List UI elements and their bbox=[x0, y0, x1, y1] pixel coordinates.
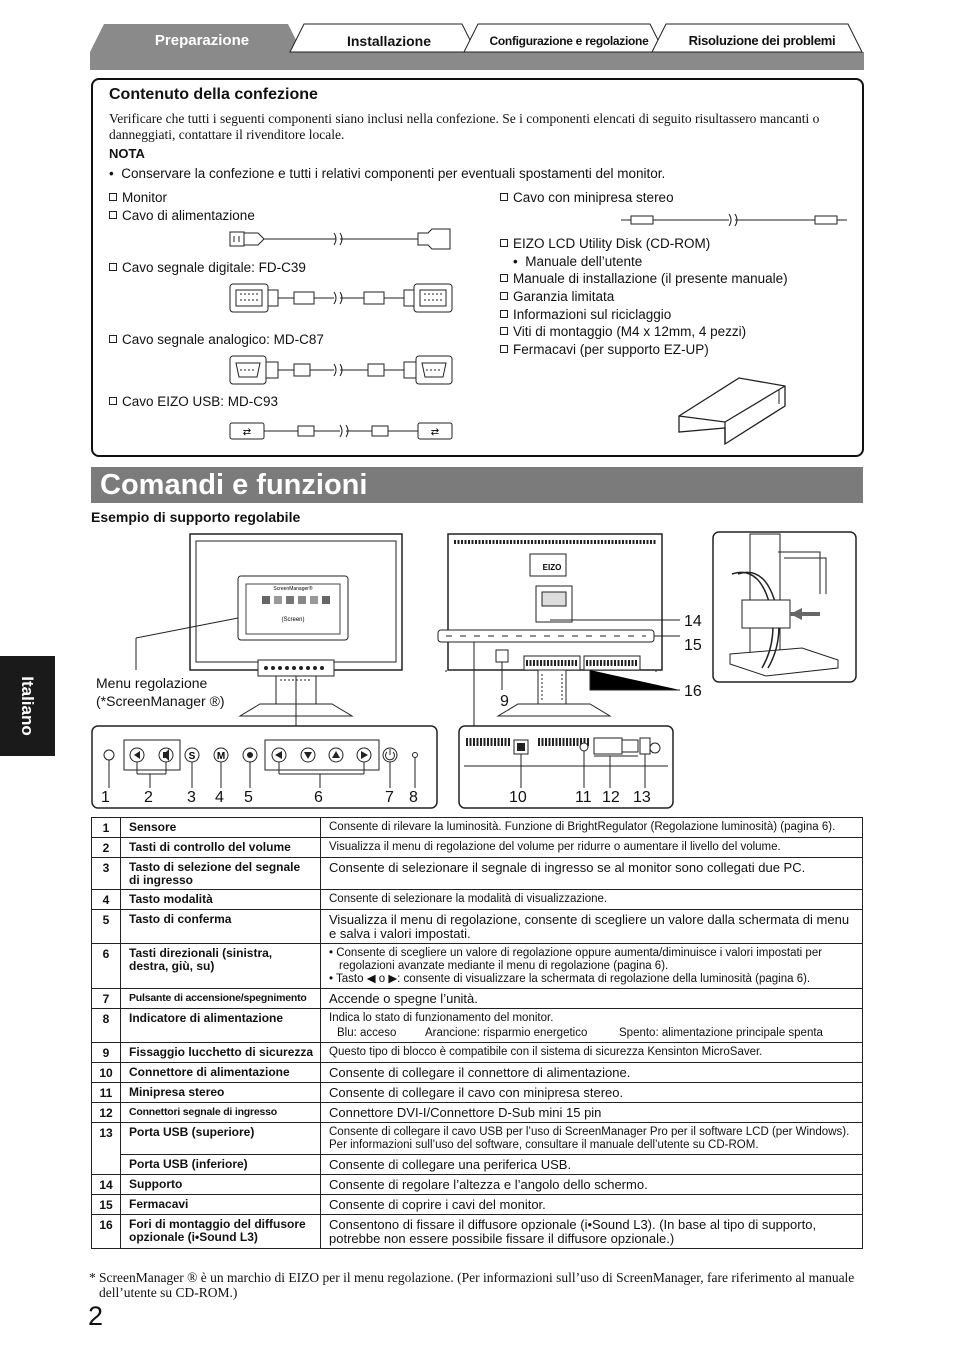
item-label: Cavo EIZO USB: MD-C93 bbox=[122, 394, 279, 409]
feature-description bbox=[321, 818, 863, 838]
cable-holder-inset bbox=[713, 532, 856, 682]
description-text: Visualizza il menu di regolazione del volume per ridurre o aumentare il livello del volume. bbox=[329, 841, 781, 853]
tab-bar bbox=[90, 22, 864, 70]
checkbox-icon bbox=[109, 211, 117, 219]
table-row bbox=[92, 858, 863, 890]
feature-number: 5 bbox=[92, 910, 121, 944]
feature-name: Tasti direzionali (sinistra, destra, giù, su) bbox=[121, 944, 321, 989]
description-text: Consentono di fissare il diffusore opzionale (i•Sound L3). (In base al tipo di supporto, potrebbe non essere possibile fissare il diffusore opzionale.) bbox=[329, 1217, 817, 1246]
feature-name: Sensore bbox=[121, 818, 321, 838]
footnote bbox=[91, 1270, 861, 1300]
checkbox-icon bbox=[109, 193, 117, 201]
table-row bbox=[92, 910, 863, 944]
item-label: Monitor bbox=[122, 190, 168, 205]
checkbox-icon bbox=[500, 193, 508, 201]
callout-1: 1 bbox=[101, 789, 110, 806]
table-row bbox=[92, 1215, 863, 1249]
example-label: Esempio di supporto regolabile bbox=[91, 509, 301, 525]
feature-number: 12 bbox=[92, 1103, 121, 1123]
feature-name: Tasto di selezione del segnale di ingresso bbox=[121, 858, 321, 890]
table-row bbox=[92, 1195, 863, 1215]
package-contents-box bbox=[91, 78, 864, 457]
table-row bbox=[92, 838, 863, 858]
footnote-star: * bbox=[89, 1270, 96, 1285]
callout-9: 9 bbox=[500, 693, 509, 710]
feature-number: 4 bbox=[92, 890, 121, 910]
item-cd-rom bbox=[500, 236, 710, 251]
callout-3: 3 bbox=[187, 789, 196, 806]
checkbox-icon bbox=[500, 239, 508, 247]
feature-description bbox=[321, 989, 863, 1009]
item-cd-subitem: • Manuale dell’utente bbox=[513, 254, 643, 269]
description-text: Consente di coprire i cavi del monitor. bbox=[329, 1197, 546, 1212]
menu-label bbox=[96, 674, 225, 710]
item-usb-cable bbox=[109, 394, 278, 409]
tab-preparazione[interactable]: Preparazione bbox=[154, 32, 250, 49]
feature-name: Fori di montaggio del diffusore opzionale (i•Sound L3) bbox=[121, 1215, 321, 1249]
description-text: Questo tipo di blocco è compatibile con il sistema di sicurezza Kensinton MicroSaver. bbox=[329, 1046, 763, 1058]
table-row bbox=[92, 890, 863, 910]
checkbox-icon bbox=[109, 397, 117, 405]
feature-number: 3 bbox=[92, 858, 121, 890]
feature-description bbox=[321, 1009, 863, 1043]
note-text-value: Conservare la confezione e tutti i relativi componenti per eventuali spostamenti del monitor. bbox=[121, 166, 666, 181]
table-row bbox=[92, 1155, 863, 1175]
table-row bbox=[92, 1083, 863, 1103]
item-label: Cavo di alimentazione bbox=[122, 208, 255, 223]
checkbox-icon bbox=[500, 310, 508, 318]
feature-number: 14 bbox=[92, 1175, 121, 1195]
checkbox-icon bbox=[500, 274, 508, 282]
feature-name: Supporto bbox=[121, 1175, 321, 1195]
feature-description bbox=[321, 858, 863, 890]
feature-number: 8 bbox=[92, 1009, 121, 1043]
menu-label-line2: (*ScreenManager ®) bbox=[96, 693, 225, 709]
table-row bbox=[92, 1103, 863, 1123]
feature-number: 2 bbox=[92, 838, 121, 858]
callout-12: 12 bbox=[602, 789, 620, 806]
section-title: Comandi e funzioni bbox=[91, 467, 863, 503]
table-row bbox=[92, 1043, 863, 1063]
features-table-body bbox=[92, 818, 863, 1249]
callout-13: 13 bbox=[633, 789, 651, 806]
description-text: Consente di collegare il cavo con minipresa stereo. bbox=[329, 1085, 624, 1100]
checkbox-icon bbox=[500, 327, 508, 335]
callout-16: 16 bbox=[684, 683, 702, 700]
callout-6: 6 bbox=[314, 789, 323, 806]
table-row bbox=[92, 818, 863, 838]
indicator-states bbox=[329, 1027, 856, 1040]
callout-14: 14 bbox=[684, 613, 702, 630]
feature-description bbox=[321, 910, 863, 944]
item-label: Cavo segnale digitale: FD-C39 bbox=[122, 260, 306, 275]
feature-name: Minipresa stereo bbox=[121, 1083, 321, 1103]
note-title: NOTA bbox=[109, 146, 145, 161]
feature-description bbox=[321, 838, 863, 858]
monitor-diagram bbox=[90, 530, 870, 815]
feature-description bbox=[321, 1123, 863, 1155]
feature-number: 1 bbox=[92, 818, 121, 838]
callout-8: 8 bbox=[409, 789, 418, 806]
menu-label-line1: Menu regolazione bbox=[96, 675, 208, 691]
svg-text:⇄: ⇄ bbox=[242, 427, 252, 438]
feature-name: Pulsante di accensione/spegnimento bbox=[121, 989, 321, 1009]
feature-description bbox=[321, 1063, 863, 1083]
item-label: Cavo con minipresa stereo bbox=[513, 190, 674, 205]
mode-letter: M bbox=[216, 751, 226, 762]
item-recycling bbox=[500, 307, 671, 322]
footnote-text: ScreenManager ® è un marchio di EIZO per il menu regolazione. (Per informazioni sull’uso di ScreenManager, fare riferimento al manuale dell’utente su CD-ROM.) bbox=[99, 1270, 855, 1300]
description-text: Consente di rilevare la luminosità. Funzione di BrightRegulator (Regolazione luminosità) (pagina 6). bbox=[329, 821, 836, 833]
item-label: EIZO LCD Utility Disk (CD-ROM) bbox=[513, 236, 711, 251]
power-cable-icon bbox=[228, 228, 458, 252]
feature-name: Fissaggio lucchetto di sicurezza bbox=[121, 1043, 321, 1063]
feature-description bbox=[321, 1043, 863, 1063]
item-monitor bbox=[109, 190, 167, 205]
description-text: Indica lo stato di funzionamento del monitor. bbox=[329, 1012, 554, 1024]
feature-name: Tasti di controllo del volume bbox=[121, 838, 321, 858]
feature-description bbox=[321, 890, 863, 910]
item-label: Cavo segnale analogico: MD-C87 bbox=[122, 332, 324, 347]
features-table bbox=[91, 817, 863, 1249]
description-text: Consente di regolare l’altezza e l’angolo dello schermo. bbox=[329, 1177, 648, 1192]
item-digital-cable bbox=[109, 260, 306, 275]
callout-2: 2 bbox=[144, 789, 153, 806]
vga-cable-icon bbox=[228, 352, 458, 388]
feature-name: Tasto modalità bbox=[121, 890, 321, 910]
brand-logo-text: EIZO bbox=[542, 563, 562, 572]
cable-holder-icon bbox=[675, 370, 795, 450]
item-label: Manuale di installazione (il presente manuale) bbox=[513, 271, 788, 286]
dvi-cable-icon bbox=[228, 280, 458, 316]
indicator-state: Blu: acceso bbox=[337, 1027, 397, 1039]
language-side-tab bbox=[0, 656, 55, 756]
description-text: Accende o spegne l’unità. bbox=[329, 991, 478, 1006]
feature-description bbox=[321, 1083, 863, 1103]
feature-description bbox=[321, 1155, 863, 1175]
description-text: Consente di collegare il cavo USB per l’uso di ScreenManager Pro per il software LCD (per Windows). Per informazioni sull’uso del software, consultare il manuale dell’utente su CD-ROM. bbox=[329, 1126, 850, 1151]
callout-5: 5 bbox=[244, 789, 253, 806]
item-screws bbox=[500, 324, 746, 339]
package-intro: Verificare che tutti i seguenti componenti siano inclusi nella confezione. Se i componenti elencati di seguito risultassero mancanti o danneggiati, contattare il rivenditore locale. bbox=[109, 111, 820, 142]
item-label: Informazioni sul riciclaggio bbox=[513, 307, 672, 322]
checkbox-icon bbox=[109, 263, 117, 271]
item-label: Fermacavi (per supporto EZ-UP) bbox=[513, 342, 709, 357]
note-text: • Conservare la confezione e tutti i relativi componenti per eventuali spostamenti del monitor. bbox=[109, 166, 666, 181]
table-row bbox=[92, 1009, 863, 1043]
checkbox-icon bbox=[500, 345, 508, 353]
checkbox-icon bbox=[109, 335, 117, 343]
back-monitor-illustration bbox=[438, 534, 680, 726]
description-text: Consente di selezionare la modalità di visualizzazione. bbox=[329, 893, 608, 905]
callout-7: 7 bbox=[385, 789, 394, 806]
usb-cable-icon bbox=[228, 418, 458, 444]
feature-description bbox=[321, 944, 863, 989]
feature-name: Tasto di conferma bbox=[121, 910, 321, 944]
feature-name: Connettori segnale di ingresso bbox=[121, 1103, 321, 1123]
language-label: Italiano bbox=[18, 676, 37, 736]
tab-configurazione[interactable]: Configurazione e regolazione bbox=[489, 34, 649, 48]
svg-text:⇄: ⇄ bbox=[430, 427, 440, 438]
package-title: Contenuto della confezione bbox=[109, 86, 318, 103]
item-manual bbox=[500, 271, 788, 286]
feature-number: 11 bbox=[92, 1083, 121, 1103]
feature-number: 6 bbox=[92, 944, 121, 989]
table-row bbox=[92, 944, 863, 989]
tab-risoluzione[interactable]: Risoluzione dei problemi bbox=[688, 33, 836, 48]
item-label: Garanzia limitata bbox=[513, 289, 615, 304]
page-number: 2 bbox=[88, 1301, 104, 1331]
checkbox-icon bbox=[500, 292, 508, 300]
tab-installazione[interactable]: Installazione bbox=[346, 33, 432, 49]
feature-number: 9 bbox=[92, 1043, 121, 1063]
table-row bbox=[92, 1063, 863, 1083]
item-power-cable bbox=[109, 208, 255, 223]
osd-sub: (Screen) bbox=[281, 617, 305, 623]
feature-description bbox=[321, 1175, 863, 1195]
callout-4: 4 bbox=[215, 789, 224, 806]
description-text: Consente di collegare una periferica USB. bbox=[329, 1157, 572, 1172]
feature-description bbox=[321, 1195, 863, 1215]
feature-number: 10 bbox=[92, 1063, 121, 1083]
feature-number: 7 bbox=[92, 989, 121, 1009]
feature-name: Indicatore di alimentazione bbox=[121, 1009, 321, 1043]
item-stereo-cable bbox=[500, 190, 674, 205]
feature-number: 13 bbox=[92, 1123, 121, 1175]
item-label: Manuale dell’utente bbox=[525, 254, 643, 269]
feature-number: 15 bbox=[92, 1195, 121, 1215]
description-text: Connettore DVI-I/Connettore D-Sub mini 15 pin bbox=[329, 1105, 602, 1120]
item-cable-holder bbox=[500, 342, 709, 357]
description-text: Visualizza il menu di regolazione, consente di scegliere un valore dalla schermata di menu e salva i valori impostati. bbox=[329, 912, 850, 941]
table-row bbox=[92, 1175, 863, 1195]
indicator-state: Arancione: risparmio energetico bbox=[425, 1027, 588, 1039]
item-label: Viti di montaggio (M4 x 12mm, 4 pezzi) bbox=[513, 324, 747, 339]
callout-15: 15 bbox=[684, 637, 702, 654]
item-warranty bbox=[500, 289, 614, 304]
callout-11: 11 bbox=[575, 789, 592, 806]
feature-name: Connettore di alimentazione bbox=[121, 1063, 321, 1083]
indicator-state: Spento: alimentazione principale spenta bbox=[619, 1027, 823, 1039]
description-text: Consente di collegare il connettore di alimentazione. bbox=[329, 1065, 631, 1080]
feature-number: 16 bbox=[92, 1215, 121, 1249]
feature-name: Porta USB (superiore) bbox=[121, 1123, 321, 1155]
feature-description bbox=[321, 1215, 863, 1249]
table-row bbox=[92, 989, 863, 1009]
item-analog-cable bbox=[109, 332, 324, 347]
description-bullet: • Tasto ◀ o ▶: consente di visualizzare la schermata di regolazione della luminosità (pagina 6). bbox=[329, 973, 811, 985]
feature-description bbox=[321, 1103, 863, 1123]
osd-title: ScreenManager® bbox=[273, 586, 313, 592]
table-row bbox=[92, 1123, 863, 1155]
description-text: Consente di selezionare il segnale di ingresso se al monitor sono collegati due PC. bbox=[329, 860, 806, 875]
callout-10: 10 bbox=[509, 789, 527, 806]
feature-name: Porta USB (inferiore) bbox=[121, 1155, 321, 1175]
feature-name: Fermacavi bbox=[121, 1195, 321, 1215]
input-select-letter: S bbox=[188, 751, 196, 762]
description-bullet: • Consente di scegliere un valore di regolazione oppure aumenta/diminuisce i valori impostati per regolazioni avanzate mediante il menu di regolazione (pagina 6). bbox=[329, 947, 823, 972]
stereo-cable-icon bbox=[619, 212, 849, 228]
